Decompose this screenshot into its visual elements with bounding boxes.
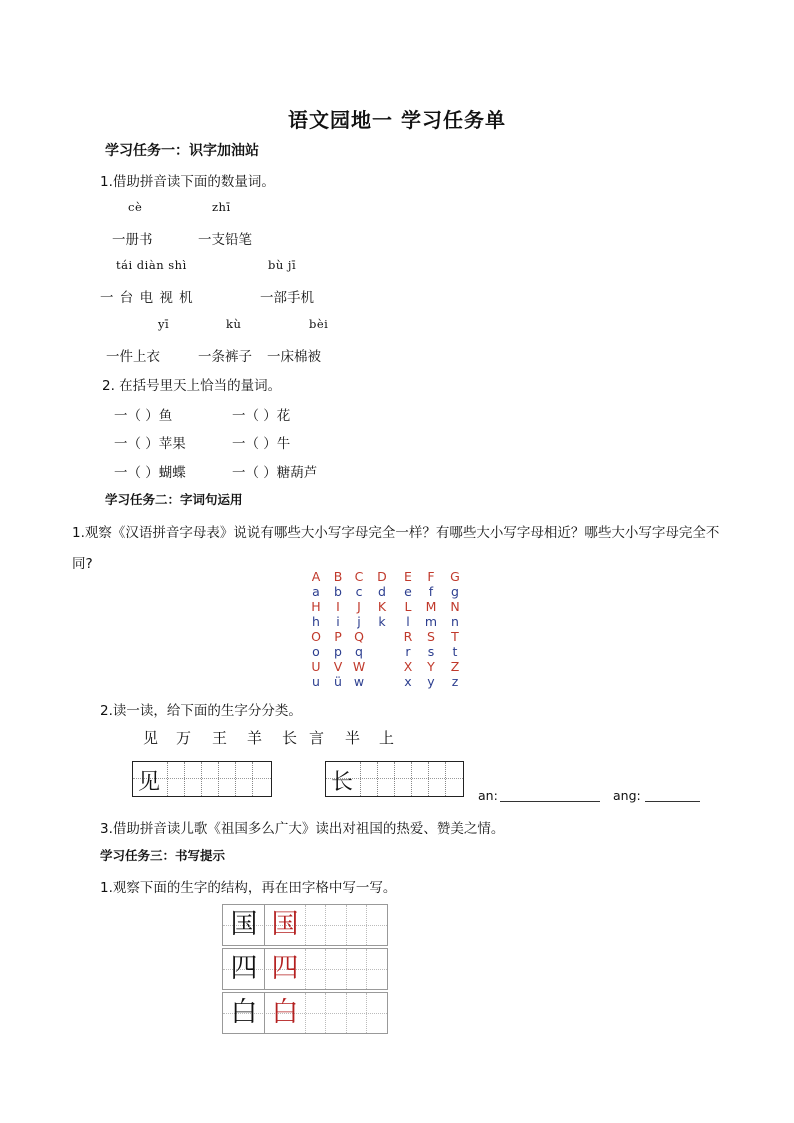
ang-answer-line[interactable] xyxy=(645,801,700,802)
alphabet-letter: T xyxy=(451,629,459,644)
alphabet-letter: F xyxy=(427,569,435,584)
fill-blank-item: 一（ ）牛 xyxy=(232,436,291,452)
alphabet-letter: I xyxy=(336,599,340,614)
alphabet-letter: R xyxy=(403,629,413,644)
alphabet-letter: Y xyxy=(427,659,435,674)
fill-blank-item: 一（ ）鱼 xyxy=(114,408,173,424)
sort-box-an[interactable] xyxy=(132,761,272,797)
sort-box-char: 见 xyxy=(138,770,161,795)
alphabet-letter: f xyxy=(428,584,434,599)
model-char: 国 xyxy=(230,909,258,940)
alphabet-letter: i xyxy=(336,614,340,629)
pinyin: cè xyxy=(128,200,143,214)
task2-q3-text: 3.借助拼音读儿歌《祖国多么广大》读出对祖国的热爱、赞美之情。 xyxy=(100,821,505,837)
alphabet-letter: H xyxy=(311,599,321,614)
pinyin: bù jī xyxy=(268,258,297,272)
alphabet-letter: x xyxy=(404,674,412,689)
sort-box-ang[interactable] xyxy=(325,761,464,797)
char-item: 见 xyxy=(143,729,159,747)
model-char-red: 白 xyxy=(271,997,299,1028)
alphabet-letter: n xyxy=(451,614,459,629)
char-item: 王 xyxy=(212,729,228,747)
alphabet-letter: W xyxy=(352,659,366,674)
sort-box-char: 长 xyxy=(331,770,354,795)
task3-q1-text: 1.观察下面的生字的结构，再在田字格中写一写。 xyxy=(100,880,397,896)
pinyin: tái diàn shì xyxy=(116,258,187,272)
writing-grid-row[interactable] xyxy=(222,904,388,946)
task3-heading: 学习任务三：书写提示 xyxy=(100,848,226,863)
alphabet-letter: e xyxy=(404,584,412,599)
writing-grid-row[interactable] xyxy=(222,948,388,990)
fill-blank-item: 一（ ）苹果 xyxy=(114,436,186,452)
alphabet-letter: S xyxy=(427,629,435,644)
fill-blank-item: 一（ ）糖葫芦 xyxy=(232,465,318,481)
alphabet-letter: L xyxy=(404,599,412,614)
measure-word: 一支铅笔 xyxy=(198,232,252,248)
alphabet-letter: y xyxy=(427,674,435,689)
measure-word: 一 台 电 视 机 xyxy=(100,290,193,306)
alphabet-letter: l xyxy=(406,614,410,629)
alphabet-letter: V xyxy=(333,659,343,674)
alphabet-letter: r xyxy=(405,644,411,659)
alphabet-letter: X xyxy=(403,659,413,674)
alphabet-letter: Q xyxy=(354,629,364,644)
alphabet-letter: q xyxy=(355,644,363,659)
measure-word: 一件上衣 xyxy=(106,349,160,365)
fill-blank-item: 一（ ）蝴蝶 xyxy=(114,465,186,481)
alphabet-letter: J xyxy=(357,599,361,614)
measure-word: 一部手机 xyxy=(260,290,314,306)
model-char-red: 国 xyxy=(271,909,299,940)
alphabet-letter: o xyxy=(312,644,320,659)
ang-label: ang: xyxy=(613,788,641,803)
alphabet-letter: ü xyxy=(334,674,342,689)
writing-grid-row[interactable] xyxy=(222,992,388,1034)
measure-word: 一条裤子 xyxy=(198,349,252,365)
alphabet-letter: P xyxy=(334,629,342,644)
alphabet-letter: G xyxy=(450,569,460,584)
alphabet-letter: b xyxy=(334,584,342,599)
model-char: 白 xyxy=(230,997,258,1028)
alphabet-letter: z xyxy=(451,674,459,689)
task2-q2-label: 2.读一读，给下面的生字分分类。 xyxy=(100,703,302,719)
alphabet-letter: p xyxy=(334,644,342,659)
model-char-red: 四 xyxy=(271,953,299,984)
alphabet-letter: k xyxy=(378,614,386,629)
task2-heading: 学习任务二：字词句运用 xyxy=(105,492,243,507)
alphabet-letter: O xyxy=(311,629,321,644)
an-answer-line[interactable] xyxy=(500,801,600,802)
alphabet-letter: Z xyxy=(450,659,460,674)
fill-blank-item: 一（ ）花 xyxy=(232,408,291,424)
char-item: 羊 xyxy=(247,729,263,747)
alphabet-letter: w xyxy=(353,674,365,689)
alphabet-letter: K xyxy=(377,599,387,614)
measure-word: 一册书 xyxy=(112,232,153,248)
char-item: 言 xyxy=(309,729,325,747)
pinyin: kù xyxy=(226,317,242,331)
pinyin: zhī xyxy=(212,200,231,214)
task1-heading: 学习任务一：识字加油站 xyxy=(105,143,259,159)
alphabet-letter: C xyxy=(354,569,364,584)
alphabet-letter: s xyxy=(427,644,435,659)
alphabet-letter: t xyxy=(452,644,458,659)
alphabet-letter: h xyxy=(312,614,320,629)
alphabet-letter: j xyxy=(357,614,361,629)
alphabet-letter: N xyxy=(450,599,460,614)
alphabet-letter: u xyxy=(312,674,320,689)
alphabet-letter: c xyxy=(355,584,363,599)
alphabet-letter: D xyxy=(377,569,387,584)
alphabet-letter: B xyxy=(333,569,343,584)
alphabet-letter: E xyxy=(404,569,412,584)
char-item: 上 xyxy=(379,729,395,747)
alphabet-letter: m xyxy=(424,614,438,629)
alphabet-letter: g xyxy=(451,584,459,599)
alphabet-letter: a xyxy=(312,584,320,599)
char-item: 万 xyxy=(176,729,192,747)
pinyin: bèi xyxy=(309,317,329,331)
alphabet-letter: U xyxy=(311,659,321,674)
measure-word: 一床棉被 xyxy=(267,349,321,365)
task1-q1-label: 1.借助拼音读下面的数量词。 xyxy=(100,174,275,190)
pinyin: yī xyxy=(158,317,170,331)
alphabet-letter: M xyxy=(425,599,437,614)
alphabet-letter: d xyxy=(378,584,386,599)
char-item: 半 xyxy=(345,729,361,747)
an-label: an: xyxy=(478,788,498,803)
model-char: 四 xyxy=(230,953,258,984)
page-title: 语文园地一 学习任务单 xyxy=(288,108,506,132)
alphabet-letter: A xyxy=(311,569,321,584)
char-item: 长 xyxy=(282,729,298,747)
task2-q1-text: 1.观察《汉语拼音字母表》说说有哪些大小写字母完全一样？有哪些大小写字母相近？哪些大小写字母完全不同? xyxy=(72,525,720,572)
task1-q2-label: 2. 在括号里天上恰当的量词。 xyxy=(102,378,282,394)
